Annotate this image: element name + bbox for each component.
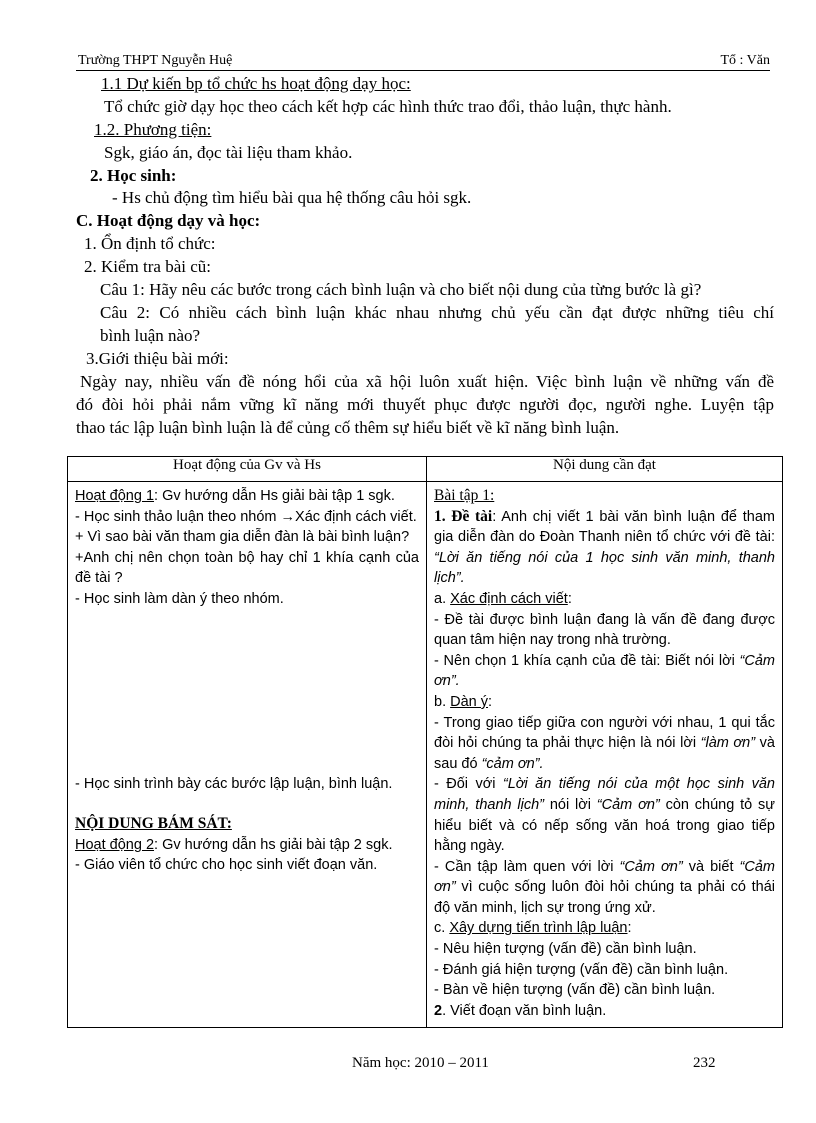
activity-1-text: : Gv hướng dẫn Hs giải bài tập 1 sgk. [154,488,395,504]
item-2: 2. Kiểm tra bài cũ: [84,257,211,276]
content-cell [427,482,783,1028]
item-1: 1. Ổn định tổ chức: [84,234,216,253]
b-point-1-quote-2: “cảm ơn”. [481,755,544,772]
question-2-line-1: Câu 2: Có nhiều cách bình luận khác nhau nhưng chủ yếu cần đạt được những tiêu chí [100,303,774,322]
b-point-3-mid: và biết [682,858,740,875]
school-year: Năm học: 2010 – 2011 [352,1055,489,1071]
table-header-row [68,457,783,482]
a-point-2-quote: “Cảm ơn”. [434,652,775,690]
activity-2-text: : Gv hướng dẫn hs giải bài tập 2 sgk. [154,836,393,853]
b-point-2-quote: “Lời ăn tiếng nói của một học sinh văn minh, thanh lịch” [434,776,775,813]
page-header [76,52,770,71]
c-prefix: c. [434,920,450,937]
present-steps: - Học sinh trình bày các bước lập luận, bình luận. [75,775,393,792]
c-point-3: - Bàn về hiện tượng (vấn đề) cần bình luận. [434,982,716,999]
intro-line-3: thao tác lập luận bình luận là để củng cố thêm sự hiểu biết về kĩ năng bình luận. [76,418,620,437]
item-3: 3.Giới thiệu bài mới: [86,349,229,368]
a-prefix: a. [434,590,451,607]
topic-quote: “Lời ăn tiếng nói của 1 học sinh văn minh, thanh lịch”. [434,549,775,587]
page-number: 232 [693,1055,716,1071]
c-title: Xây dựng tiến trình lập luận [449,920,628,937]
b-prefix: b. [434,693,451,710]
b-point-1: - Trong giao tiếp giữa con người với nhau, 1 qui tắc đòi hỏi chúng ta phải thực hiện là nói lời [434,714,775,752]
b-point-1-mid: và sau đó [434,735,775,772]
col-header-content: Nội dung cần đạt [427,457,783,482]
question-1: Câu 1: Hãy nêu các bước trong cách bình luận và cho biết nội dung của từng bước là gì? [100,280,702,299]
outline-task: - Học sinh làm dàn ý theo nhóm. [75,590,284,607]
exercise-1-title: Bài tập 1: [434,487,495,504]
c-point-1: - Nêu hiện tượng (vấn đề) cần bình luận. [434,941,697,958]
section-c-title: C. Hoạt động dạy và học: [76,211,261,230]
a-title: Xác định cách viết [450,590,568,607]
item-2-number: 2 [434,1002,443,1019]
topic-text: : Anh chị viết 1 bài văn bình luận để tham gia diễn đàn do Đoàn Thanh niên tổ chức với đề tài: [434,508,775,546]
topic-label: 1. Đề tài [434,507,493,525]
b-colon: : [488,693,493,710]
col-header-activities: Hoạt động của Gv và Hs [68,457,427,482]
activities-cell [68,482,427,1028]
b-point-2-end: còn chúng tỏ sự hiểu biết và có nếp sống văn hoá trong giao tiếp hằng ngày. [434,796,775,855]
b-point-3-quote: “Cảm ơn” [619,858,683,875]
section-1-2-title: 1.2. Phương tiện: [94,120,212,139]
discussion-text: - Học sinh thảo luận theo nhóm [75,508,281,525]
c-point-2: - Đánh giá hiện tượng (vấn đề) cần bình luận. [434,961,729,978]
table-row [68,482,783,1028]
b-point-3-quote-2: “Cảm ơn” [434,858,775,896]
b-title: Dàn ý [450,693,489,710]
team-name: Tổ : Văn [720,53,770,68]
section-2-title: 2. Học sinh: [90,166,177,185]
section-1-1-text: Tổ chức giờ dạy học theo cách kết hợp các hình thức trao đổi, thảo luận, thực hành. [104,97,672,116]
section-1-2-text: Sgk, giáo án, đọc tài liệu tham khảo. [104,143,353,162]
intro-line-2: đó đòi hỏi phải nắm vững kĩ năng mới thuyết phục được người đọc, người nghe. Luyện tập [76,395,774,414]
question-why: + Vì sao bài văn tham gia diễn đàn là bài bình luận? [75,529,410,546]
b-point-2-mid: nói lời [544,796,597,813]
activity-1-label: Hoạt động 1 [75,488,155,504]
question-2-line-2: bình luận nào? [100,326,201,345]
c-colon: : [627,920,632,937]
arrow-icon: → [280,508,296,525]
a-colon: : [567,590,572,607]
b-point-2: - Đối với [434,776,503,793]
b-point-2-quote-2: “Cảm ơn” [596,796,660,813]
school-name: Trường THPT Nguyễn Huệ [78,53,233,68]
section-2-text: - Hs chủ động tìm hiểu bài qua hệ thống câu hỏi sgk. [112,188,472,207]
question-choose: +Anh chị nên chọn toàn bộ hay chỉ 1 khía cạnh của đề tài ? [75,549,419,587]
content-title: NỘI DUNG BÁM SÁT: [75,815,232,833]
intro-line-1: Ngày nay, nhiều vấn đề nóng hổi của xã hội luôn xuất hiện. Việc bình luận về những vấn đề [80,372,774,391]
a-point-2: - Nên chọn 1 khía cạnh của đề tài: Biết nói lời [434,652,740,669]
write-paragraph-task: - Giáo viên tổ chức cho học sinh viết đoạn văn. [75,857,378,874]
b-point-1-quote-1: “làm ơn” [700,735,756,752]
section-1-1-title: 1.1 Dự kiến bp tổ chức hs hoạt động dạy học: [101,74,411,93]
activity-table [67,456,783,1028]
determine-text: Xác định cách viết. [295,508,417,525]
activity-2-label: Hoạt động 2 [75,836,155,853]
b-point-3: - Cần tập làm quen với lời [434,858,620,875]
a-point-1: - Đề tài được bình luận đang là vấn đề đang được quan tâm hiện nay trong nhà trường. [434,611,775,649]
item-2-text: . Viết đoạn văn bình luận. [442,1002,607,1019]
b-point-3-end: vì cuộc sống luôn đòi hỏi chúng ta phải có thái độ văn minh, lịch sự trong ứng xử. [434,879,775,916]
